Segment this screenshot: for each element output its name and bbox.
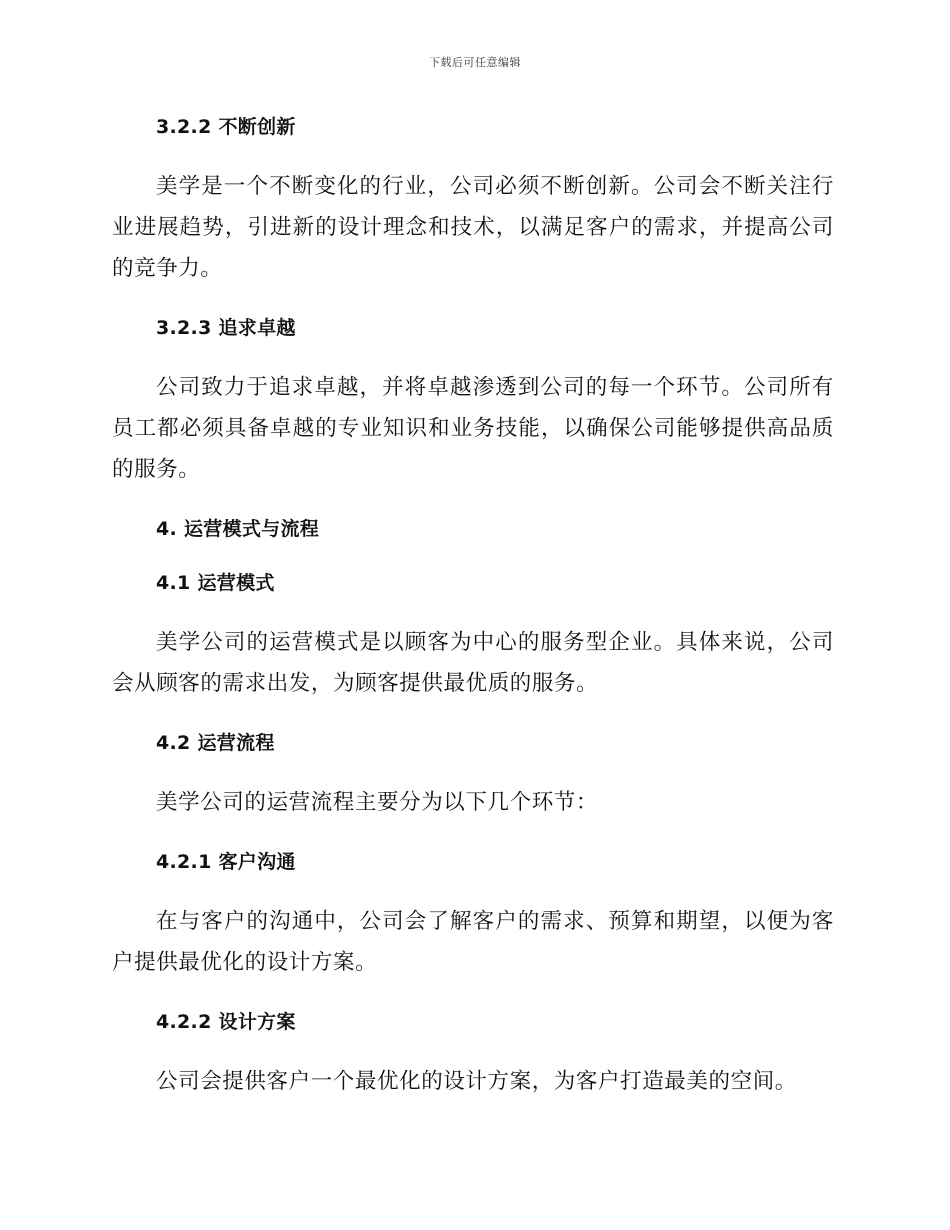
section-heading-4-2: 4.2 运营流程	[156, 732, 275, 754]
section-heading-4-2-1: 4.2.1 客户沟通	[156, 851, 296, 873]
section-paragraph-4-2: 美学公司的运营流程主要分为以下几个环节：	[156, 790, 599, 815]
section-heading-3-2-3: 3.2.3 追求卓越	[156, 317, 296, 339]
section-paragraph-4-2-1: 在与客户的沟通中，公司会了解客户的需求、预算和期望，以便为客户提供最优化的设计方案。	[112, 909, 834, 975]
page-header: 下载后可任意编辑	[429, 56, 521, 69]
section-paragraph-3-2-3: 公司致力于追求卓越，并将卓越渗透到公司的每一个环节。公司所有员工都必须具备卓越的专业知识和业务技能，以确保公司能够提供高品质的服务。	[112, 375, 834, 482]
section-paragraph-4-2-2: 公司会提供客户一个最优化的设计方案，为客户打造最美的空间。	[156, 1069, 797, 1094]
section-paragraph-4-1: 美学公司的运营模式是以顾客为中心的服务型企业。具体来说，公司会从顾客的需求出发，为顾客提供最优质的服务。	[112, 630, 834, 696]
section-heading-4-2-2: 4.2.2 设计方案	[156, 1011, 296, 1033]
section-heading-4: 4. 运营模式与流程	[156, 518, 320, 540]
document-body	[112, 112, 834, 1102]
section-paragraph-3-2-2: 美学是一个不断变化的行业，公司必须不断创新。公司会不断关注行业进展趋势，引进新的设计理念和技术，以满足客户的需求，并提高公司的竞争力。	[112, 174, 834, 281]
section-heading-4-1: 4.1 运营模式	[156, 572, 275, 594]
section-heading-3-2-2: 3.2.2 不断创新	[156, 116, 296, 138]
